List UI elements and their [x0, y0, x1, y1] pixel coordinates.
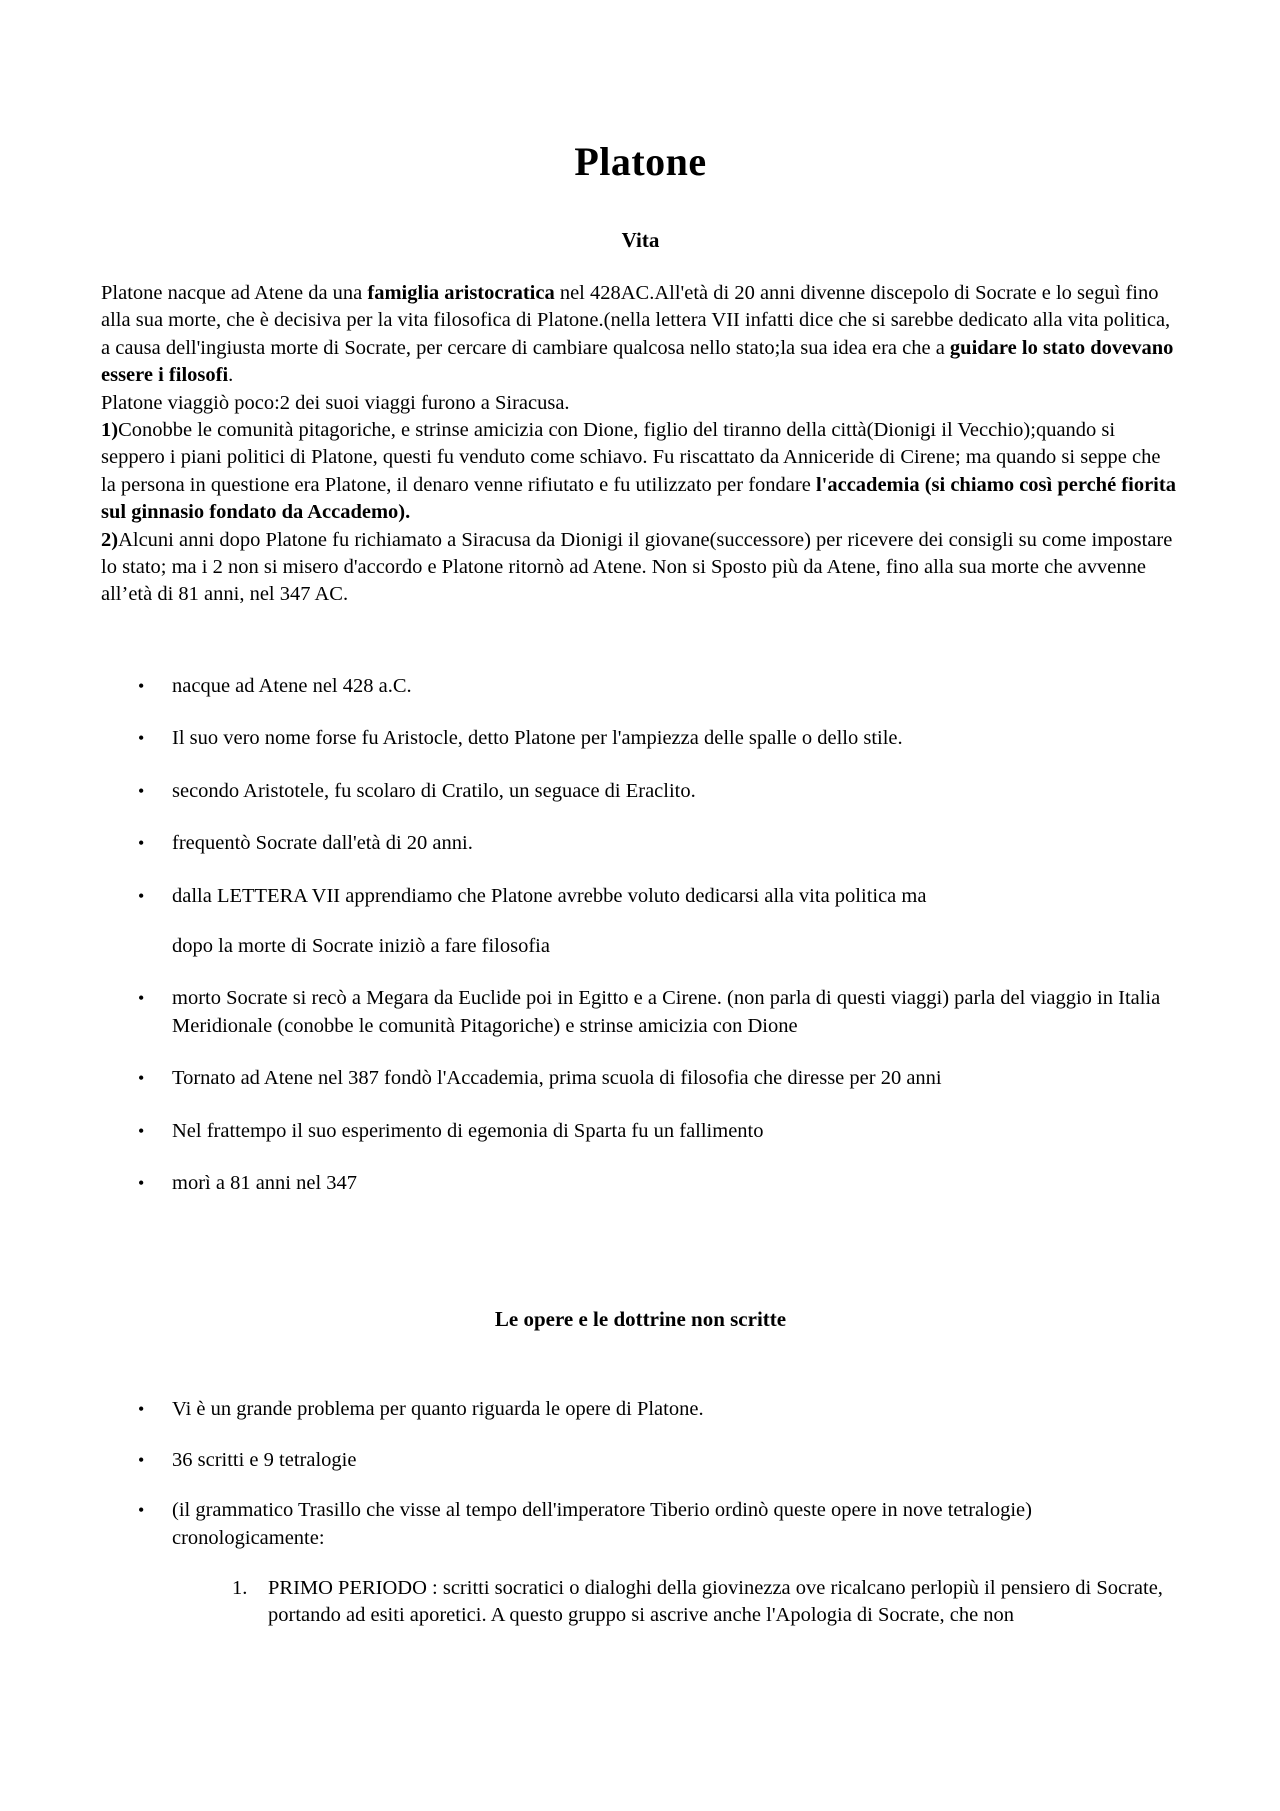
intro-paragraph-3 [101, 417, 1180, 527]
bold-text-run: guidare lo stato dovevano essere i filosofi [101, 336, 1174, 387]
list-item [101, 985, 1180, 1040]
list-item [101, 883, 1180, 961]
numbered-point-marker: 2) [101, 528, 119, 551]
text-run: Conobbe le comunità pitagoriche, e strinse amicizia con Dione, figlio del tiranno della città(Dionigi il Vecchio);quando si seppero i piani politici di Platone, questi fu venduto come schiavo. Fu riscattato da Anniceride di Cirene; ma quando si seppe che la persona in questione era Platone, il denaro venne rifiutato e fu utilizzato per fondare [101, 419, 1161, 496]
opere-bullet-list [101, 1396, 1180, 1552]
section-heading-vita: Vita [621, 228, 660, 252]
list-item [101, 673, 1180, 700]
opere-numbered-list [101, 1575, 1180, 1630]
numbered-list-marker: 1. [232, 1576, 248, 1599]
list-item-text: Il suo vero nome forse fu Aristocle, detto Platone per l'ampiezza delle spalle o dello stile. [172, 727, 903, 750]
list-item-text: (il grammatico Trasillo che visse al tempo dell'imperatore Tiberio ordinò queste opere in nove tetralogie) cronologicamente: [172, 1499, 1032, 1549]
list-item [101, 1396, 1180, 1423]
vita-intro [101, 280, 1180, 609]
list-item-text: Vi è un grande problema per quanto riguarda le opere di Platone. [172, 1398, 704, 1421]
document-title: Platone [574, 139, 707, 184]
list-item [101, 1497, 1180, 1552]
list-item [101, 1065, 1180, 1092]
intro-paragraph-4 [101, 527, 1180, 609]
section-heading-opere: Le opere e le dottrine non scritte [494, 1307, 787, 1332]
list-item [101, 778, 1180, 805]
intro-paragraph-2: Platone viaggiò poco:2 dei suoi viaggi furono a Siracusa. [101, 391, 570, 414]
intro-paragraph-1 [101, 280, 1180, 390]
list-item-text: 36 scritti e 9 tetralogie [172, 1448, 357, 1471]
bold-text-run: l'accademia (si chiamo così perché fiorita sul ginnasio fondato da Accademo). [101, 473, 1176, 524]
text-run: Alcuni anni dopo Platone fu richiamato a Siracusa da Dionigi il giovane(successore) per ricevere dei consigli su come impostare lo stato; ma i 2 non si misero d'accordo e Platone ritornò ad Atene. Non si Sposto più da Atene, fino alla sua morte che avvenne all’età di 81 anni, nel 347 AC. [101, 528, 1173, 606]
list-item-text: morto Socrate si recò a Megara da Euclide poi in Egitto e a Cirene. (non parla di questi viaggi) parla del viaggio in Italia Meridionale (conobbe le comunità Pitagoriche) e strinse amicizia con Dione [172, 987, 1161, 1037]
list-item [101, 725, 1180, 752]
numbered-list-text: PRIMO PERIODO : scritti socratici o dialoghi della giovinezza ove ricalcano perlopiù il pensiero di Socrate, portando ad esiti aporetici. A questo gruppo si ascrive anche l'Apologia di Socrate, che non [268, 1576, 1163, 1627]
list-item [101, 1170, 1180, 1197]
vita-bullet-list [101, 673, 1180, 1197]
bold-text-run: famiglia aristocratica [367, 282, 555, 304]
list-item [101, 1118, 1180, 1145]
list-item-continuation-text: dopo la morte di Socrate iniziò a fare filosofia [172, 934, 550, 957]
list-item [101, 830, 1180, 857]
list-item-text: Tornato ad Atene nel 387 fondò l'Accademia, prima scuola di filosofia che diresse per 20 anni [172, 1067, 942, 1090]
list-item-text: Nel frattempo il suo esperimento di egemonia di Sparta fu un fallimento [172, 1119, 764, 1142]
text-run: . [228, 364, 234, 387]
list-item-text: morì a 81 anni nel 347 [172, 1171, 358, 1194]
numbered-list-item [101, 1575, 1180, 1630]
list-item-text: secondo Aristotele, fu scolaro di Cratilo, un seguace di Eraclito. [172, 779, 696, 802]
text-run: nel 428AC.All'età di 20 anni divenne discepolo di Socrate e lo seguì fino alla sua morte, che è decisiva per la vita filosofica di Platone.(nella lettera VII infatti dice che si sarebbe dedicato alla vita politica, a causa dell'ingiusta morte di Socrate, per cercare di cambiare qualcosa nello stato;la sua idea era che a [101, 282, 1171, 359]
list-item-text: nacque ad Atene nel 428 a.C. [172, 674, 412, 697]
list-item-text: frequentò Socrate dall'età di 20 anni. [172, 832, 473, 855]
list-item [101, 1447, 1180, 1474]
list-item-text: • dalla LETTERA VII apprendiamo che Platone avrebbe voluto dedicarsi alla vita politica ma [172, 884, 927, 907]
text-run: Platone nacque ad Atene da una [101, 282, 368, 304]
numbered-point-marker: 1) [101, 419, 119, 442]
